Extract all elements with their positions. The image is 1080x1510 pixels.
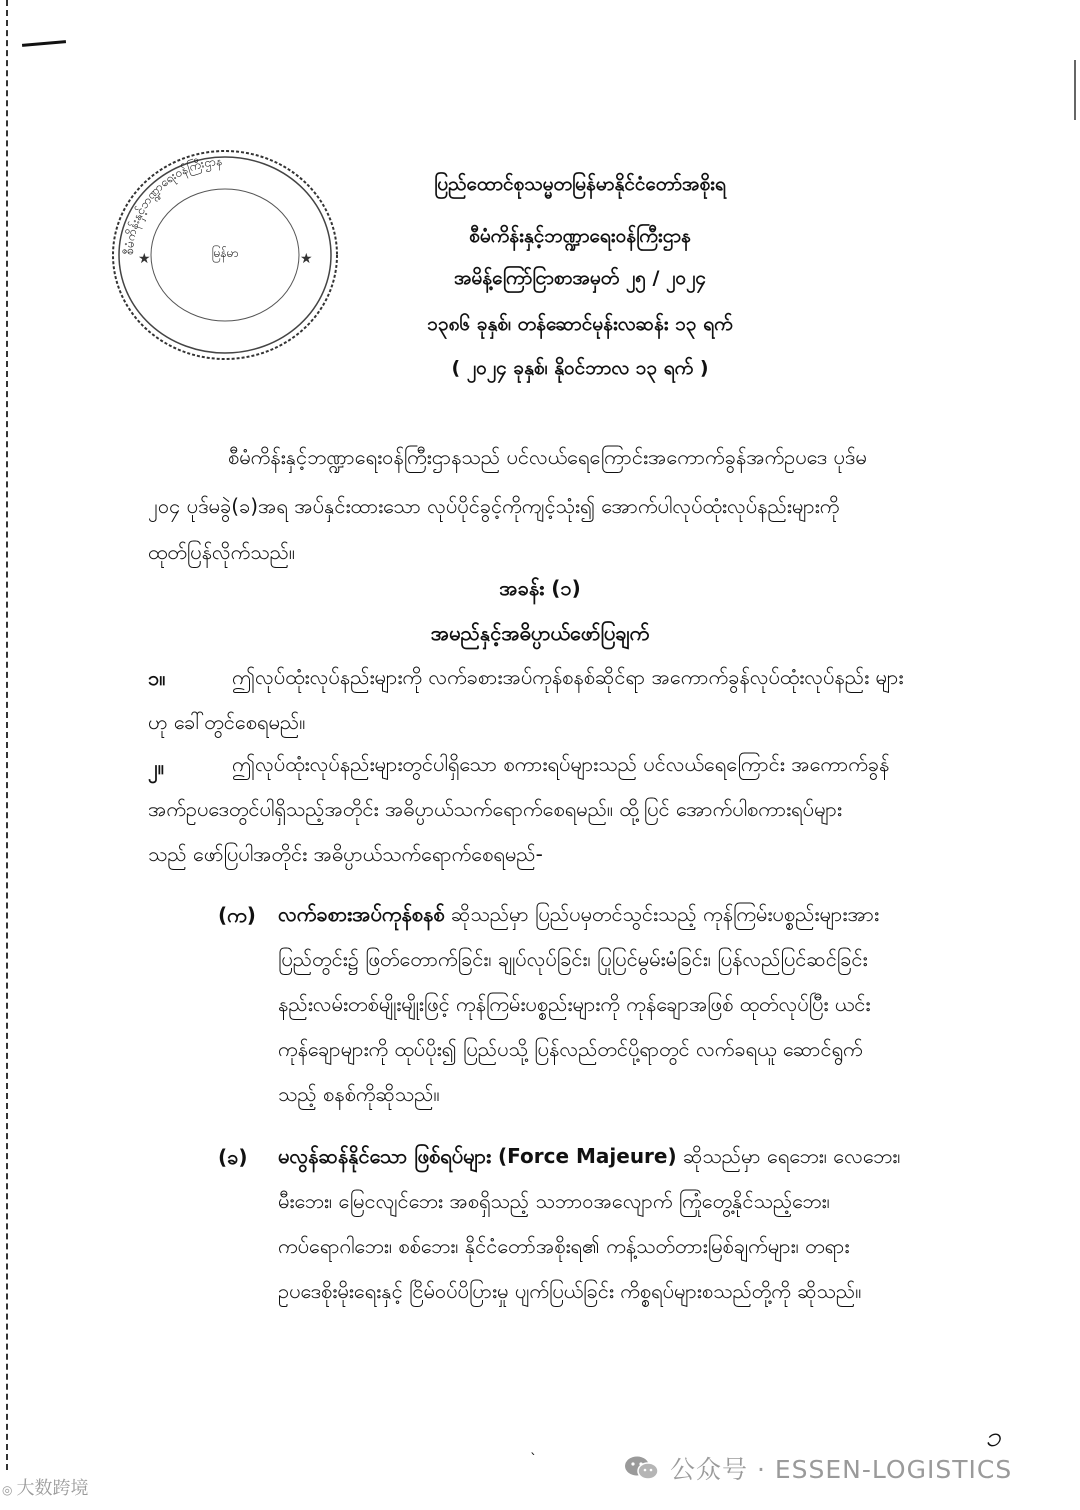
watermark-left bbox=[2, 1474, 88, 1500]
tick-mark: ˋ bbox=[530, 1452, 537, 1468]
section-2-line-3: သည် ဖော်ပြပါအတိုင်း အဓိပ္ပာယ်သက်ရောက်စေရမည်- bbox=[148, 842, 543, 866]
definition-kha-line-4: ဥပဒေစိုးမိုးရေးနှင့် ငြိမ်ဝပ်ပိပြားမှု ပျက်ပြယ်ခြင်း ကိစ္စရပ်များစသည်တို့ကို ဆိုသည်။ bbox=[278, 1279, 862, 1303]
section-1-line-1: ဤလုပ်ထုံးလုပ်နည်းများကို လက်ခစားအပ်ကုန်စနစ်ဆိုင်ရာ အကောက်ခွန်လုပ်ထုံးလုပ်နည်း များ bbox=[232, 665, 904, 689]
handwritten-dash bbox=[22, 40, 66, 47]
section-1-number: ၁။ bbox=[148, 666, 166, 690]
intro-line-2: ၂၀၄ ပုဒ်မခွဲ(ခ)အရ အပ်နှင်းထားသော လုပ်ပိုင်ခွင့်ကိုကျင့်သုံး၍ အောက်ပါလုပ်ထုံးလုပ်နည်းများကို bbox=[148, 494, 840, 518]
definition-ka-line-1-rest: ဆိုသည်မှာ ပြည်ပမှတင်သွင်းသည့် ကုန်ကြမ်းပစ္စည်းများအား bbox=[444, 902, 880, 926]
intro-line-3: ထုတ်ပြန်လိုက်သည်။ bbox=[148, 540, 295, 564]
seal-ring-text: စီမံကိန်းနှင့်ဘဏ္ဍာရေးဝန်ကြီးဌာန bbox=[121, 154, 223, 256]
watermark-right-text: 公众号 · ESSEN-LOGISTICS bbox=[670, 1455, 1013, 1484]
header-government: ပြည်ထောင်စုသမ္မတမြန်မာနိုင်ငံတော်အစိုးရ bbox=[434, 173, 726, 195]
definition-ka-line-2: ပြည်တွင်း၌ ဖြတ်တောက်ခြင်း၊ ချုပ်လုပ်ခြင်း၊ ပြုပြင်မွမ်းမံခြင်း၊ ပြန်လည်ပြင်ဆင်ခြင်း bbox=[278, 947, 868, 971]
definition-ka-term: လက်ခစားအပ်ကုန်စနစ် bbox=[278, 902, 445, 926]
chapter-number: အခန်း (၁) bbox=[499, 576, 581, 600]
watermark-right bbox=[622, 1450, 1012, 1486]
definition-kha-line-2: မီးဘေး၊ မြေငလျင်ဘေး အစရှိသည့် သဘာဝအလျောက် ကြုံတွေ့နိုင်သည့်ဘေး၊ bbox=[278, 1189, 830, 1213]
section-1-line-2: ဟု ခေါ်တွင်စေရမည်။ bbox=[148, 710, 306, 734]
definition-kha-term: မလွန်ဆန်နိုင်သော ဖြစ်ရပ်များ (Force Majeure) bbox=[278, 1144, 677, 1168]
definition-kha-label: (ခ) bbox=[218, 1145, 248, 1169]
definition-kha-line-1 bbox=[278, 1134, 900, 1179]
section-2-line-1: ဤလုပ်ထုံးလုပ်နည်းများတွင်ပါရှိသော စကားရပ်များသည် ပင်လယ်ရေကြောင်း အကောက်ခွန် bbox=[232, 752, 890, 776]
watermark-left-text: 大数跨境 bbox=[16, 1478, 89, 1499]
definition-kha-line-3: ကပ်ရောဂါဘေး၊ စစ်ဘေး၊ နိုင်ငံတော်အစိုးရ၏ ကန့်သတ်တားမြစ်ချက်များ၊ တရား bbox=[278, 1234, 850, 1258]
seal-star-left-icon: ★ bbox=[138, 251, 151, 267]
header-ministry: စီမံကိန်းနှင့်ဘဏ္ဍာရေးဝန်ကြီးဌာန bbox=[469, 225, 691, 247]
header-notification-number: အမိန့်ကြော်ငြာစာအမှတ် ၂၅ / ၂၀၂၄ bbox=[453, 267, 707, 289]
definition-ka-line-4: ကုန်ချောများကို ထုပ်ပိုး၍ ပြည်ပသို့ ပြန်လည်တင်ပို့ရာတွင် လက်ခရယူ ဆောင်ရွက် bbox=[278, 1037, 863, 1061]
section-2-line-2: အက်ဥပဒေတွင်ပါရှိသည့်အတိုင်း အဓိပ္ပာယ်သက်ရောက်စေရမည်။ ထို့ပြင် အောက်ပါစကားရပ်များ bbox=[148, 797, 842, 821]
section-2-number: ၂။ bbox=[148, 755, 164, 779]
definition-kha-line-1-rest: ဆိုသည်မှာ ရေဘေး၊ လေဘေး၊ bbox=[676, 1144, 901, 1168]
definition-ka-line-1 bbox=[278, 892, 879, 937]
header-myanmar-date: ၁၃၈၆ ခုနှစ်၊ တန်ဆောင်မုန်းလဆန်း ၁၃ ရက် bbox=[427, 313, 733, 335]
page-number: ၁ bbox=[985, 1420, 1001, 1453]
seal-center-text: မြန်မာ bbox=[211, 246, 239, 260]
chapter-title: အမည်နှင့်အဓိပ္ပာယ်ဖော်ပြချက် bbox=[430, 621, 650, 645]
definition-ka-line-5: သည့် စနစ်ကိုဆိုသည်။ bbox=[278, 1082, 440, 1106]
watermark-logo-icon: ◎ bbox=[2, 1483, 13, 1497]
definition-ka-line-3: နည်းလမ်းတစ်မျိုးမျိုးဖြင့် ကုန်ကြမ်းပစ္စည်းများကို ကုန်ချောအဖြစ် ထုတ်လုပ်ပြီး ယင်း bbox=[278, 992, 871, 1016]
header-gregorian-date: ( ၂၀၂၄ ခုနှစ်၊ နိုဝင်ဘာလ ၁၃ ရက် ) bbox=[451, 357, 709, 379]
wechat-icon bbox=[622, 1455, 662, 1481]
definition-ka-label: (က) bbox=[218, 903, 256, 927]
intro-line-1: စီမံကိန်းနှင့်ဘဏ္ဍာရေးဝန်ကြီးဌာနသည် ပင်လယ်ရေကြောင်းအကောက်ခွန်အက်ဥပဒေ ပုဒ်မ bbox=[228, 445, 867, 469]
seal-star-right-icon: ★ bbox=[300, 251, 313, 267]
scan-edge-right bbox=[1074, 60, 1076, 120]
scan-edge-left bbox=[6, 0, 8, 1470]
